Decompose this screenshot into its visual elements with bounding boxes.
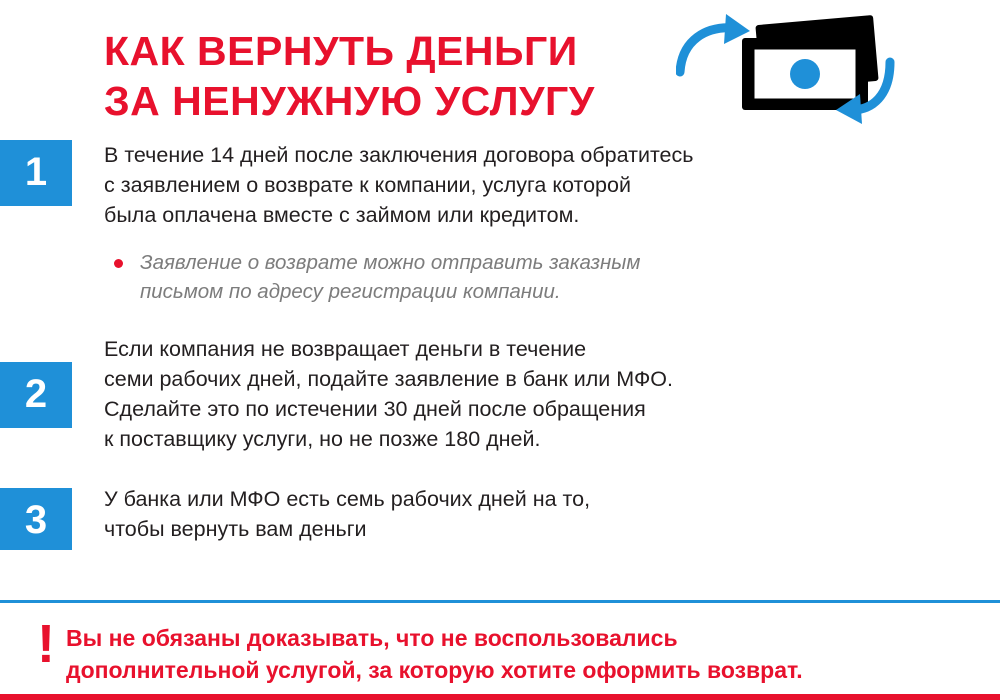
step-text-line: Сделайте это по истечении 30 дней после обращения bbox=[104, 397, 646, 421]
bottom-accent-bar bbox=[0, 694, 1000, 700]
footer-text-line: Вы не обязаны доказывать, что не воспользовались bbox=[66, 625, 678, 651]
step-item bbox=[0, 334, 1000, 454]
step-item bbox=[0, 140, 1000, 306]
step-number-badge bbox=[0, 140, 72, 206]
step-text-line: с заявлением о возврате к компании, услуга которой bbox=[104, 173, 631, 197]
step-text-line: семи рабочих дней, подайте заявление в банк или МФО. bbox=[104, 367, 674, 391]
title-line-1: КАК ВЕРНУТЬ ДЕНЬГИ bbox=[104, 28, 578, 74]
title-line-2: ЗА НЕНУЖНУЮ УСЛУГУ bbox=[104, 78, 595, 124]
step-number: 3 bbox=[24, 498, 48, 542]
exclamation-icon: ! bbox=[37, 614, 55, 674]
footer-callout bbox=[0, 600, 1000, 700]
step-text-line: к поставщику услуги, но не позже 180 дней. bbox=[104, 427, 541, 451]
step-body bbox=[72, 140, 1000, 306]
header bbox=[0, 0, 1000, 124]
steps-list bbox=[0, 140, 1000, 550]
step-text-line: Если компания не возвращает деньги в течение bbox=[104, 337, 587, 361]
step-text-line: была оплачена вместе с займом или кредитом. bbox=[104, 203, 580, 227]
step-number-badge bbox=[0, 488, 72, 550]
step-note-line: письмом по адресу регистрации компании. bbox=[140, 280, 561, 303]
step-number-badge bbox=[0, 362, 72, 428]
step-body bbox=[72, 484, 1000, 544]
step-text-line: У банка или МФО есть семь рабочих дней на то, bbox=[104, 487, 591, 511]
step-text bbox=[104, 140, 960, 230]
footer-text bbox=[66, 619, 803, 686]
step-text-line: В течение 14 дней после заключения договора обратитесь bbox=[104, 143, 694, 167]
step-item bbox=[0, 484, 1000, 550]
step-text bbox=[104, 334, 960, 454]
step-text-line: чтобы вернуть вам деньги bbox=[104, 517, 367, 541]
step-note-line: Заявление о возврате можно отправить заказным bbox=[140, 251, 641, 274]
step-text bbox=[104, 484, 960, 544]
banknotes-with-return-arrows-icon bbox=[676, 14, 896, 129]
step-number: 1 bbox=[24, 150, 48, 194]
step-number: 2 bbox=[24, 372, 48, 416]
footer-text-line: дополнительной услугой, за которую хотите оформить возврат. bbox=[66, 657, 803, 683]
step-note-text bbox=[140, 248, 960, 306]
bullet-dot-icon bbox=[114, 259, 123, 268]
page-title bbox=[104, 26, 724, 126]
step-body bbox=[72, 334, 1000, 454]
step-note bbox=[104, 248, 960, 306]
